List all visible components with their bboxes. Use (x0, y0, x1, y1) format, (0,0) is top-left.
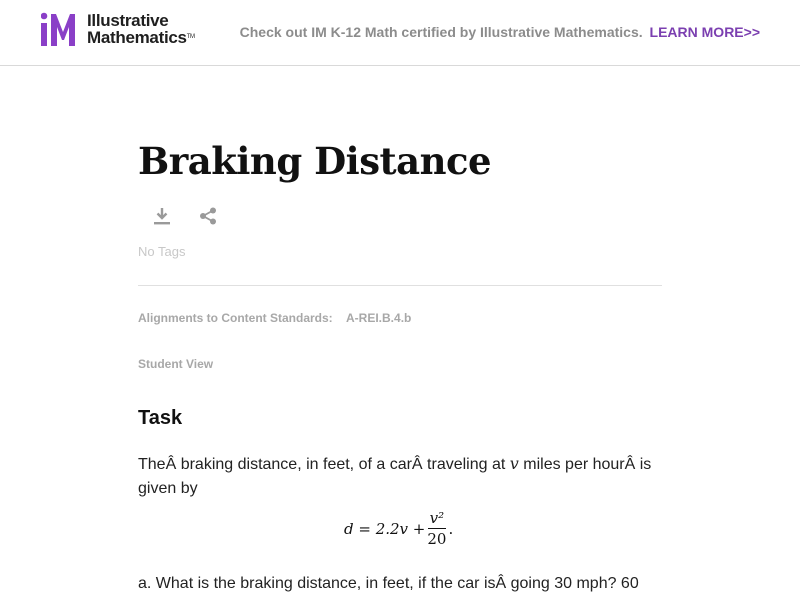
im-logo[interactable] (41, 11, 195, 47)
formula-period: . (448, 520, 454, 538)
logo-line-1: Illustrative (87, 11, 169, 30)
formula-numerator: v² (429, 509, 445, 527)
task-variable: v (509, 454, 519, 473)
im-logo-icon (41, 12, 81, 46)
task-paragraph (138, 452, 662, 501)
formula-lhs: d = 2.2v + (344, 520, 426, 538)
promo-text: Check out IM K-12 Math certified by Illustrative Mathematics. (239, 24, 643, 40)
share-icon[interactable] (198, 205, 218, 227)
alignments-label: Alignments to Content Standards: (138, 311, 333, 325)
divider (138, 285, 662, 286)
page-title: Braking Distance (138, 139, 492, 183)
question-part-a: a. What is the braking distance, in feet, if the car isÂ going 30 mph? 60 (138, 575, 639, 592)
task-text-2: miles per hourÂ is given by (138, 456, 652, 497)
logo-line-2: Mathematics (87, 28, 187, 47)
standard-link[interactable]: A-REI.B.4.b (346, 311, 412, 325)
learn-more-link[interactable]: LEARN MORE>> (649, 24, 760, 40)
standards-alignment (138, 311, 411, 325)
logo-trademark: TM (186, 34, 195, 40)
formula-denominator: 20 (427, 530, 447, 548)
site-header (0, 0, 800, 66)
task-heading: Task (138, 407, 183, 429)
formula-fraction (427, 510, 446, 548)
promo-banner (240, 24, 760, 40)
student-view-link[interactable]: Student View (138, 357, 214, 371)
task-actions (152, 205, 218, 227)
download-icon[interactable] (152, 205, 172, 227)
tags-label: No Tags (138, 244, 186, 259)
task-text-1: TheÂ braking distance, in feet, of a carÂ traveling at (138, 456, 510, 473)
braking-formula (344, 510, 453, 548)
logo-wordmark (87, 12, 195, 46)
